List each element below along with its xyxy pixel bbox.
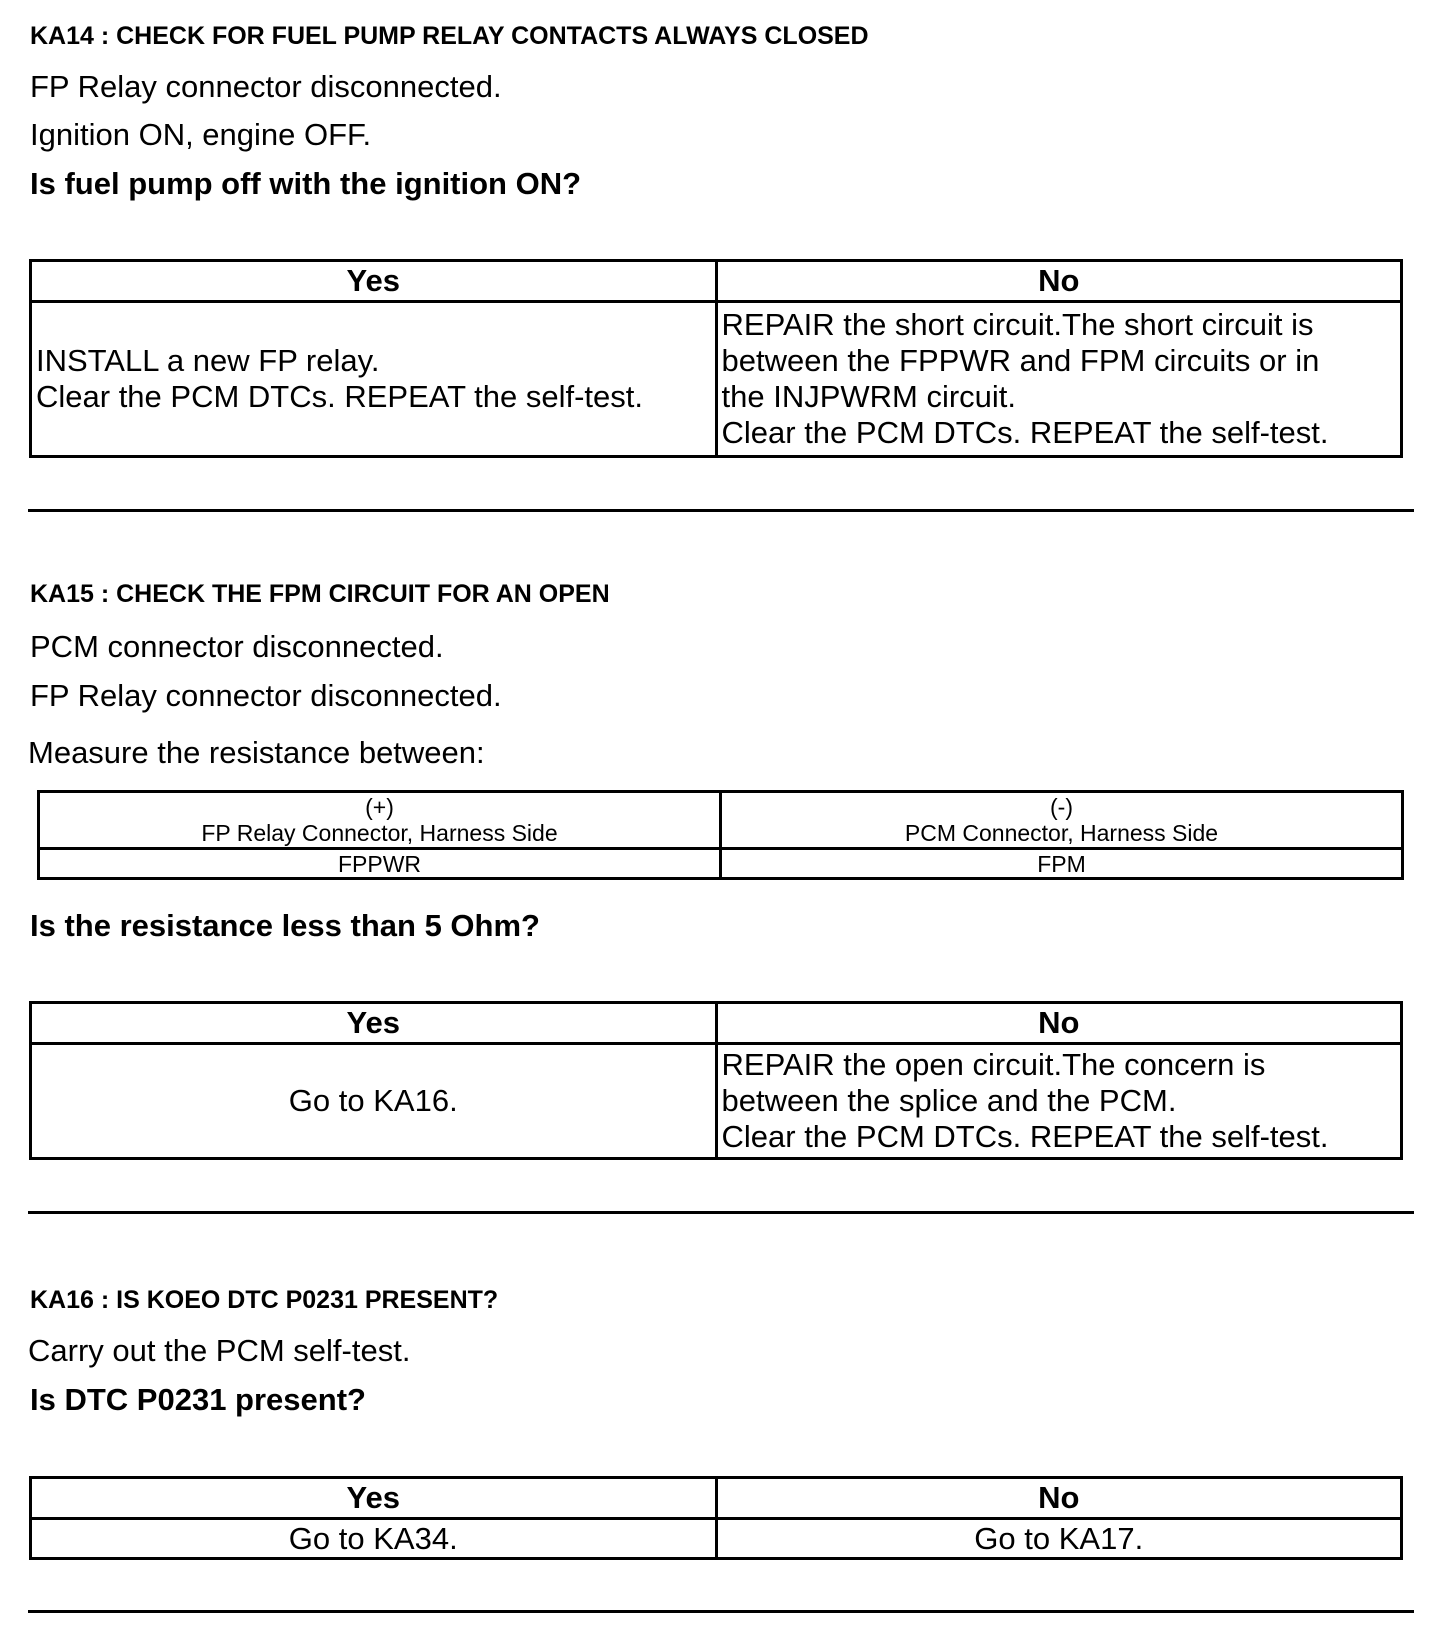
ka15-heading: KA15 : CHECK THE FPM CIRCUIT FOR AN OPEN bbox=[30, 580, 610, 608]
minus-value: FPM bbox=[721, 849, 1403, 879]
yes-cell bbox=[31, 302, 717, 457]
divider bbox=[28, 1610, 1414, 1613]
ka14-question: Is fuel pump off with the ignition ON? bbox=[30, 166, 582, 201]
yes-cell: Go to KA34. bbox=[31, 1519, 717, 1559]
no-text: between the FPPWR and FPM circuits or in bbox=[721, 343, 1320, 378]
no-text: the INJPWRM circuit. bbox=[721, 379, 1017, 414]
yes-header: Yes bbox=[31, 1003, 717, 1044]
no-header: No bbox=[716, 261, 1402, 302]
yes-cell: Go to KA16. bbox=[31, 1044, 717, 1159]
minus-label: PCM Connector, Harness Side bbox=[904, 820, 1219, 846]
plus-sign: (+) bbox=[365, 794, 394, 820]
divider bbox=[28, 509, 1414, 512]
no-text: between the splice and the PCM. bbox=[721, 1083, 1177, 1118]
ka14-result-table bbox=[29, 259, 1403, 458]
yes-text: INSTALL a new FP relay. bbox=[36, 343, 380, 378]
ka16-line: Carry out the PCM self-test. bbox=[28, 1333, 411, 1368]
yes-header: Yes bbox=[31, 261, 717, 302]
no-text: REPAIR the short circuit.The short circuit is bbox=[721, 307, 1314, 342]
ka15-line: Measure the resistance between: bbox=[28, 735, 485, 770]
ka14-line: Ignition ON, engine OFF. bbox=[30, 117, 372, 152]
ka14-line: FP Relay connector disconnected. bbox=[30, 69, 502, 104]
no-text: Clear the PCM DTCs. REPEAT the self-test. bbox=[721, 1119, 1329, 1154]
no-text: Clear the PCM DTCs. REPEAT the self-test. bbox=[721, 415, 1329, 450]
ka14-heading: KA14 : CHECK FOR FUEL PUMP RELAY CONTACTS ALWAYS CLOSED bbox=[30, 22, 869, 50]
plus-label: FP Relay Connector, Harness Side bbox=[201, 820, 558, 846]
yes-header: Yes bbox=[31, 1478, 717, 1519]
ka15-line: PCM connector disconnected. bbox=[30, 629, 444, 664]
no-text: REPAIR the open circuit.The concern is bbox=[721, 1047, 1266, 1082]
ka15-result-table bbox=[29, 1001, 1403, 1160]
no-header: No bbox=[716, 1478, 1402, 1519]
ka16-result-table bbox=[29, 1476, 1403, 1560]
no-cell bbox=[716, 302, 1402, 457]
plus-value: FPPWR bbox=[39, 849, 721, 879]
plus-header bbox=[39, 792, 721, 849]
yes-text: Clear the PCM DTCs. REPEAT the self-test. bbox=[36, 379, 643, 414]
minus-header bbox=[721, 792, 1403, 849]
no-header: No bbox=[716, 1003, 1402, 1044]
minus-sign: (-) bbox=[1050, 794, 1073, 820]
ka16-question: Is DTC P0231 present? bbox=[30, 1382, 366, 1417]
no-cell bbox=[716, 1044, 1402, 1159]
divider bbox=[28, 1211, 1414, 1214]
ka15-line: FP Relay connector disconnected. bbox=[30, 678, 502, 713]
measure-table bbox=[37, 790, 1404, 880]
ka15-question: Is the resistance less than 5 Ohm? bbox=[30, 908, 540, 943]
ka16-heading: KA16 : IS KOEO DTC P0231 PRESENT? bbox=[30, 1286, 499, 1314]
no-cell: Go to KA17. bbox=[716, 1519, 1402, 1559]
